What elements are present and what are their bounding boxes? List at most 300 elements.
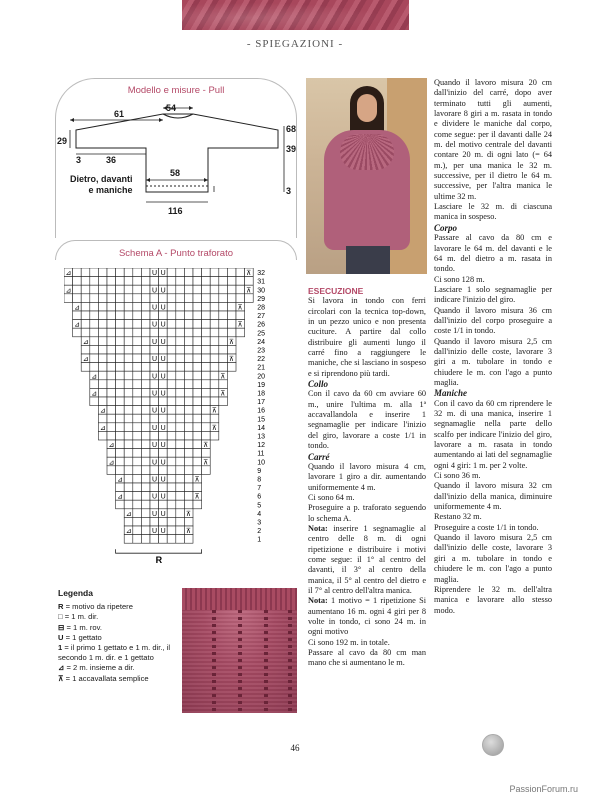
chart-cell: [116, 371, 125, 380]
chart-cell: [133, 492, 142, 501]
watermark: PassionForum.ru: [509, 784, 578, 794]
chart-symbol-yarnover: U: [152, 476, 158, 484]
chart-row-number: 24: [257, 338, 265, 346]
chart-symbol-yarnover: U: [160, 476, 166, 484]
chart-cell: [159, 449, 168, 458]
chart-cell: [176, 406, 185, 415]
chart-cell: [141, 474, 150, 483]
chart-cell: [141, 406, 150, 415]
chart-cell: [227, 320, 236, 329]
legend-text: = motivo da ripetere: [65, 602, 133, 612]
chart-cell: [98, 431, 107, 440]
esecuzione-intro: Si lavora in tondo con ferri circolari con la tecnica top-down, in un pezzo unico e non presenta cuciture. A partire dal collo distribuire gli aumenti lungo il carré fino a raggiungere le maniche, che si lasciano in sospeso e si riprendono più tardi.: [308, 296, 426, 378]
chart-symbol-yarnover: U: [160, 356, 166, 364]
chart-symbol-yarnover: U: [160, 373, 166, 381]
chart-cell: [107, 406, 116, 415]
chart-cell: [167, 526, 176, 535]
chart-cell: [176, 388, 185, 397]
chart-cell: [210, 345, 219, 354]
chart-cell: [90, 302, 99, 311]
chart-cell: [141, 302, 150, 311]
swatch-lace-line: [264, 610, 268, 713]
chart-cell: [184, 294, 193, 303]
chart-cell: [150, 466, 159, 475]
chart-row-number: 2: [257, 528, 262, 536]
chart-cell: [176, 354, 185, 363]
corpo-2: Ci sono 128 m.: [434, 274, 485, 284]
maniche-3: Quando il lavoro misura 32 cm dall'inizio della manica, diminuire uniformemente 4 m.: [434, 481, 552, 512]
chart-cell: [133, 474, 142, 483]
chart-cell: [141, 483, 150, 492]
chart-cell: [150, 414, 159, 423]
chart-cell: [176, 474, 185, 483]
chart-symbol-yarnover: U: [160, 493, 166, 501]
chart-symbol-k2tog: ⊿: [74, 321, 80, 329]
maniche-heading: Maniche: [434, 388, 468, 399]
chart-cell: [159, 483, 168, 492]
chart-cell: [124, 294, 133, 303]
chart-cell: [176, 535, 185, 544]
swatch-ribbing: [182, 588, 297, 610]
chart-cell: [141, 337, 150, 346]
chart-cell: [193, 457, 202, 466]
chart-symbol-k2tog: ⊿: [117, 493, 123, 501]
esecuzione-heading: ESECUZIONE: [308, 286, 364, 296]
chart-cell: [124, 431, 133, 440]
chart-cell: [133, 337, 142, 346]
chart-cell: [116, 466, 125, 475]
chart-row-number: 22: [257, 356, 265, 364]
maniche-6: Quando il lavoro misura 2,5 cm dall'inizio delle coste, lavorare 3 giri a m. tubolare in tondo e chiudere le m. con l'ago a punto maglia.: [434, 533, 552, 584]
chart-cell: [159, 277, 168, 286]
chart-symbol-yarnover: U: [160, 270, 166, 278]
maniche-4: Restano 32 m.: [434, 512, 482, 522]
chart-symbol-yarnover: U: [152, 390, 158, 398]
chart-cell: [219, 345, 228, 354]
chart-cell: [184, 423, 193, 432]
chart-cell: [167, 337, 176, 346]
chart-cell: [193, 500, 202, 509]
chart-cell: [184, 414, 193, 423]
chart-cell: [193, 414, 202, 423]
chart-cell: [167, 406, 176, 415]
sweater-schematic: [58, 100, 297, 220]
chart-symbol-yarnover: U: [160, 510, 166, 518]
chart-cell: [210, 354, 219, 363]
chart-cell: [193, 311, 202, 320]
chart-cell: [202, 311, 211, 320]
chart-cell: [227, 363, 236, 372]
chart-cell: [159, 431, 168, 440]
chart-symbol-ssk: ⊼: [228, 338, 235, 346]
chart-row-number: 5: [257, 502, 262, 510]
nota-2: [308, 596, 426, 637]
chart-symbol-yarnover: U: [152, 442, 158, 450]
chart-cell: [202, 380, 211, 389]
chart-cell: [133, 363, 142, 372]
chart-cell: [184, 474, 193, 483]
knit-swatch-photo: [182, 588, 297, 713]
chart-row-number: 32: [257, 270, 265, 278]
chart-cell: [202, 354, 211, 363]
chart-cell: [176, 457, 185, 466]
chart-cell: [219, 311, 228, 320]
chart-cell: [227, 277, 236, 286]
chart-cell: [150, 363, 159, 372]
chart-cell: [124, 268, 133, 277]
legend-symbol: □: [58, 612, 65, 622]
chart-cell: [210, 388, 219, 397]
chart-cell: [193, 371, 202, 380]
corpo-4: Quando il lavoro misura 36 cm dall'inizio del corpo proseguire a coste 1/1 in tondo.: [434, 305, 552, 336]
chart-cell: [219, 320, 228, 329]
chart-symbol-yarnover: U: [152, 321, 158, 329]
dim-61: 61: [114, 109, 125, 119]
chart-cell: [124, 380, 133, 389]
chart-symbol-k2tog: ⊿: [91, 390, 98, 398]
chart-cell: [167, 449, 176, 458]
chart-cell: [210, 320, 219, 329]
chart-cell: [210, 363, 219, 372]
chart-cell: [124, 277, 133, 286]
chart-cell: [176, 328, 185, 337]
chart-cell: [176, 414, 185, 423]
chart-cell: [210, 302, 219, 311]
chart-cell: [159, 363, 168, 372]
chart-row-number: 15: [257, 416, 265, 424]
chart-cell: [210, 328, 219, 337]
chart-cell: [90, 354, 99, 363]
chart-cell: [184, 328, 193, 337]
chart-cell: [150, 380, 159, 389]
chart-cell: [159, 311, 168, 320]
chart-cell: [124, 337, 133, 346]
chart-cell: [73, 277, 82, 286]
chart-cell: [159, 345, 168, 354]
chart-cell: [81, 285, 90, 294]
chart-cell: [159, 500, 168, 509]
chart-cell: [176, 397, 185, 406]
chart-cell: [184, 277, 193, 286]
chart-row-number: 7: [257, 485, 262, 493]
chart-cell: [176, 311, 185, 320]
chart-cell: [107, 466, 116, 475]
chart-cell: [210, 277, 219, 286]
chart-symbol-yarnover: U: [152, 356, 158, 364]
chart-cell: [167, 354, 176, 363]
chart-cell: [202, 414, 211, 423]
chart-cell: [124, 474, 133, 483]
chart-cell: [124, 500, 133, 509]
chart-cell: [176, 320, 185, 329]
dim-39: 39: [286, 144, 297, 154]
legend-symbol: R: [58, 602, 66, 612]
chart-cell: [124, 492, 133, 501]
chart-cell: [141, 431, 150, 440]
repeat-label: R: [155, 555, 163, 566]
chart-cell: [176, 483, 185, 492]
chart-cell: [90, 268, 99, 277]
chart-symbol-yarnover: U: [152, 459, 158, 467]
chart-cell: [227, 294, 236, 303]
chart-cell: [202, 371, 211, 380]
nota-1-text: inserire 1 segnamaglie al centro delle 8 m. di ogni ripetizione e distribuire i motivi come segue: il 1° al centro del davanti, il 3° al centro della manica, il 5° al centro del dietro e il 7° al centro dell'altra manica.: [308, 523, 426, 595]
chart-cell: [133, 388, 142, 397]
chart-cell: [107, 277, 116, 286]
chart-cell: [107, 285, 116, 294]
diagram-caption: [70, 174, 133, 196]
dim-36: 36: [106, 155, 117, 165]
chart-cell: [116, 363, 125, 372]
chart-cell: [90, 277, 99, 286]
chart-symbol-yarnover: U: [160, 407, 166, 415]
chart-cell: [184, 345, 193, 354]
dim-3-left: 3: [76, 155, 82, 165]
chart-cell: [133, 268, 142, 277]
chart-symbol-ssk: ⊼: [228, 356, 235, 364]
chart-row-number: 11: [257, 450, 265, 458]
chart-cell: [141, 440, 150, 449]
chart-cell: [236, 277, 245, 286]
chart-cell: [176, 363, 185, 372]
chart-cell: [116, 483, 125, 492]
chart-cell: [116, 268, 125, 277]
dim-3-right: 3: [286, 186, 292, 196]
chart-cell: [150, 517, 159, 526]
chart-cell: [141, 277, 150, 286]
chart-row-number: 10: [257, 459, 265, 467]
chart-cell: [245, 294, 254, 303]
chart-cell: [141, 397, 150, 406]
carre-text-3: Proseguire a p. traforato seguendo lo schema A.: [308, 503, 426, 523]
chart-cell: [141, 517, 150, 526]
chart-cell: [90, 345, 99, 354]
dim-116: 116: [168, 206, 183, 216]
chart-cell: [236, 285, 245, 294]
photo-jeans: [346, 246, 390, 274]
chart-cell: [98, 388, 107, 397]
chart-cell: [124, 363, 133, 372]
chart-cell: [116, 345, 125, 354]
chart-cell: [202, 328, 211, 337]
chart-cell: [141, 371, 150, 380]
chart-cell: [167, 328, 176, 337]
chart-row-number: 12: [257, 442, 265, 450]
chart-cell: [167, 380, 176, 389]
maniche-2: Ci sono 36 m.: [434, 471, 481, 481]
chart-cell: [150, 277, 159, 286]
chart-cell: [141, 380, 150, 389]
chart-cell: [184, 406, 193, 415]
corpo-3: Lasciare 1 solo segnamaglie per indicare l'inizio del giro.: [434, 284, 552, 305]
chart-cell: [193, 397, 202, 406]
chart-cell: [159, 380, 168, 389]
chart-cell: [107, 302, 116, 311]
chart-cell: [98, 397, 107, 406]
chart-symbol-ssk: ⊼: [246, 270, 252, 278]
chart-cell: [107, 328, 116, 337]
chart-cell: [150, 535, 159, 544]
chart-cell: [98, 380, 107, 389]
chart-symbol-ssk: ⊼: [185, 510, 192, 518]
chart-cell: [193, 277, 202, 286]
chart-cell: [107, 431, 116, 440]
chart-cell: [64, 294, 73, 303]
chart-cell: [167, 466, 176, 475]
chart-cell: [202, 337, 211, 346]
chart-cell: [116, 440, 125, 449]
chart-cell: [150, 483, 159, 492]
chart-symbol-yarnover: U: [160, 321, 166, 329]
carre-text-2: Ci sono 64 m.: [308, 492, 355, 502]
chart-cell: [193, 354, 202, 363]
chart-cell: [98, 363, 107, 372]
chart-cell: [176, 526, 185, 535]
chart-cell: [184, 440, 193, 449]
chart-cell: [150, 431, 159, 440]
chart-cell: [81, 311, 90, 320]
chart-cell: [184, 431, 193, 440]
chart-cell: [107, 449, 116, 458]
chart-cell: [219, 302, 228, 311]
chart-row-number: 14: [257, 424, 265, 432]
chart-cell: [133, 302, 142, 311]
chart-cell: [141, 320, 150, 329]
chart-cell: [107, 363, 116, 372]
chart-cell: [116, 302, 125, 311]
chart-cell: [133, 483, 142, 492]
chart-cell: [141, 457, 150, 466]
chart-cell: [184, 302, 193, 311]
chart-symbol-yarnover: U: [152, 510, 158, 518]
chart-cell: [81, 363, 90, 372]
chart-cell: [133, 423, 142, 432]
chart-cell: [167, 414, 176, 423]
chart-cell: [116, 500, 125, 509]
chart-cell: [202, 449, 211, 458]
chart-cell: [202, 397, 211, 406]
chart-symbol-k2tog: ⊿: [65, 270, 72, 278]
nota-2-label: Nota:: [308, 596, 328, 606]
chart-cell: [176, 380, 185, 389]
legend-text: = 1 m. dir.: [64, 612, 99, 622]
dim-58: 58: [170, 168, 181, 178]
chart-cell: [219, 268, 228, 277]
legend-symbol: ⊟: [58, 622, 67, 632]
page-number: 46: [290, 743, 300, 753]
chart-symbol-ssk: ⊼: [203, 459, 209, 467]
chart-cell: [98, 311, 107, 320]
chart-cell: [116, 423, 125, 432]
chart-cell: [193, 483, 202, 492]
chart-cell: [98, 345, 107, 354]
chart-symbol-k2tog: ⊿: [125, 528, 132, 536]
chart-symbol-yarnover: U: [152, 338, 158, 346]
chart-symbol-yarnover: U: [160, 528, 166, 536]
chart-symbol-k2tog: ⊿: [108, 442, 115, 450]
chart-cell: [141, 492, 150, 501]
chart-cell: [90, 363, 99, 372]
chart-cell: [107, 311, 116, 320]
chart-cell: [150, 449, 159, 458]
chart-symbol-yarnover: U: [160, 424, 166, 432]
chart-cell: [116, 328, 125, 337]
chart-cell: [219, 397, 228, 406]
chart-symbol-yarnover: U: [160, 459, 166, 467]
chart-cell: [116, 388, 125, 397]
chart-cell: [193, 380, 202, 389]
legend-title: Legenda: [58, 588, 93, 598]
chart-cell: [150, 294, 159, 303]
maniche-7: Riprendere le 32 m. dell'altra manica e lavorare allo stesso modo.: [434, 584, 552, 615]
chart-cell: [133, 517, 142, 526]
chart-cell: [133, 328, 142, 337]
chart-symbol-k2tog: ⊿: [74, 304, 80, 312]
chart-cell: [133, 345, 142, 354]
chart-cell: [124, 406, 133, 415]
chart-cell: [107, 388, 116, 397]
legend-item: [58, 674, 176, 684]
chart-cell: [193, 294, 202, 303]
chart-cell: [133, 466, 142, 475]
chart-cell: [202, 363, 211, 372]
chart-cell: [133, 500, 142, 509]
chart-cell: [167, 431, 176, 440]
chart-cell: [184, 449, 193, 458]
chart-row-number: 29: [257, 295, 265, 303]
chart-cell: [116, 337, 125, 346]
col3-p2: Lasciare le 32 m. di ciascuna manica in sospeso.: [434, 202, 552, 222]
chart-cell: [90, 311, 99, 320]
chart-cell: [227, 328, 236, 337]
chart-cell: [167, 294, 176, 303]
chart-cell: [116, 414, 125, 423]
carre-text-4: Ci sono 192 m. in totale.: [308, 637, 390, 647]
legend-item: [58, 623, 176, 633]
chart-symbol-k2tog: ⊿: [125, 510, 132, 518]
chart-cell: [167, 363, 176, 372]
chart-cell: [202, 268, 211, 277]
chart-cell: [193, 328, 202, 337]
chart-cell: [167, 492, 176, 501]
diagram-caption-line2: e maniche: [88, 185, 133, 195]
nota-1-label: Nota:: [308, 523, 328, 533]
chart-cell: [150, 311, 159, 320]
chart-cell: [167, 535, 176, 544]
chart-cell: [116, 285, 125, 294]
chart-row-number: 26: [257, 321, 265, 329]
chart-cell: [133, 535, 142, 544]
chart-cell: [176, 302, 185, 311]
chart-cell: [116, 457, 125, 466]
chart-cell: [133, 414, 142, 423]
chart-cell: [184, 466, 193, 475]
chart-symbol-ssk: ⊼: [237, 304, 243, 312]
chart-symbol-yarnover: U: [160, 304, 166, 312]
chart-cell: [184, 492, 193, 501]
swatch-lace-line: [212, 610, 216, 713]
chart-cell: [176, 449, 185, 458]
chart-cell: [116, 431, 125, 440]
chart-cell: [141, 328, 150, 337]
model-diagram-heading: Modello e misure - Pull: [127, 85, 225, 96]
chart-cell: [124, 423, 133, 432]
chart-row-number: 4: [257, 510, 262, 518]
chart-cell: [236, 311, 245, 320]
chart-cell: [210, 431, 219, 440]
chart-cell: [133, 449, 142, 458]
chart-cell: [167, 397, 176, 406]
